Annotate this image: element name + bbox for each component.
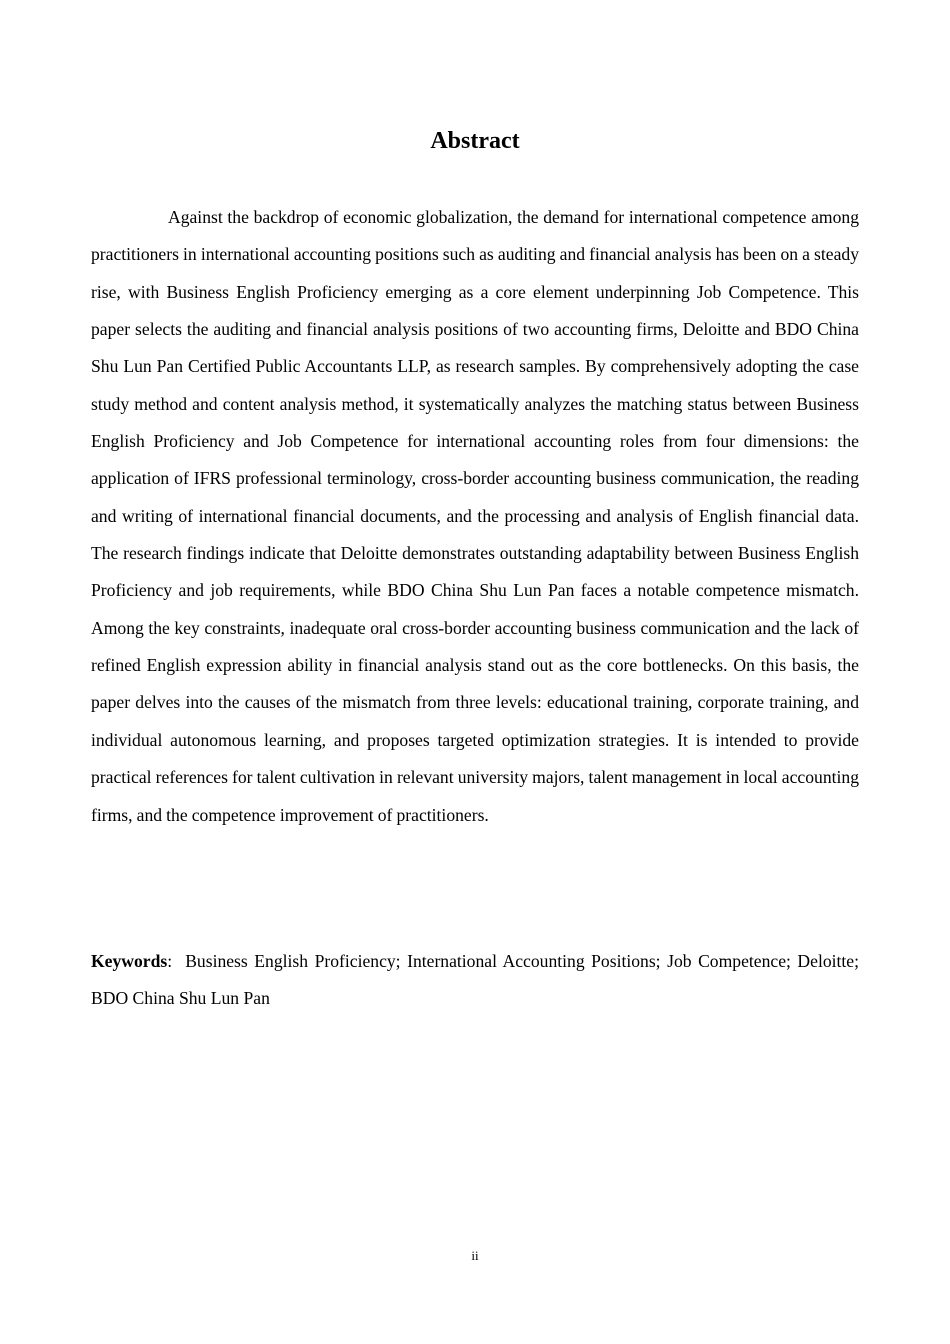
abstract-title: Abstract: [430, 128, 520, 154]
abstract-body: Against the backdrop of economic globalization, the demand for international competence among practitioners in international accounting positions such as auditing and financial analysis has been on a steady rise, with Business English Proficiency emerging as a core element underpinning Job Competence. This paper selects the auditing and financial analysis positions of two accounting firms, Deloitte and BDO China Shu Lun Pan Certified Public Accountants LLP, as research samples. By comprehensively adopting the case study method and content analysis method, it systematically analyzes the matching status between Business English Proficiency and Job Competence for international accounting roles from four dimensions: the application of IFRS professional terminology, cross-border accounting business communication, the reading and writing of international financial documents, and the processing and analysis of English financial data. The research findings indicate that Deloitte demonstrates outstanding adaptability between Business English Proficiency and job requirements, while BDO China Shu Lun Pan faces a notable competence mismatch. Among the key constraints, inadequate oral cross-border accounting business communication and the lack of refined English expression ability in financial analysis stand out as the core bottlenecks. On this basis, the paper delves into the causes of the mismatch from three levels: educational training, corporate training, and individual autonomous learning, and proposes targeted optimization strategies. It is intended to provide practical references for talent cultivation in relevant university majors, talent management in local accounting firms, and the competence improvement of practitioners.: [91, 207, 859, 825]
page-number: ii: [471, 1248, 479, 1263]
keywords-line: [91, 943, 859, 1018]
keywords-label: Keywords: [91, 951, 168, 971]
keywords-separator: :: [167, 951, 173, 971]
keywords-text: Business English Proficiency; International Accounting Positions; Job Competence; Deloitte; BDO China Shu Lun Pan: [91, 951, 859, 1009]
